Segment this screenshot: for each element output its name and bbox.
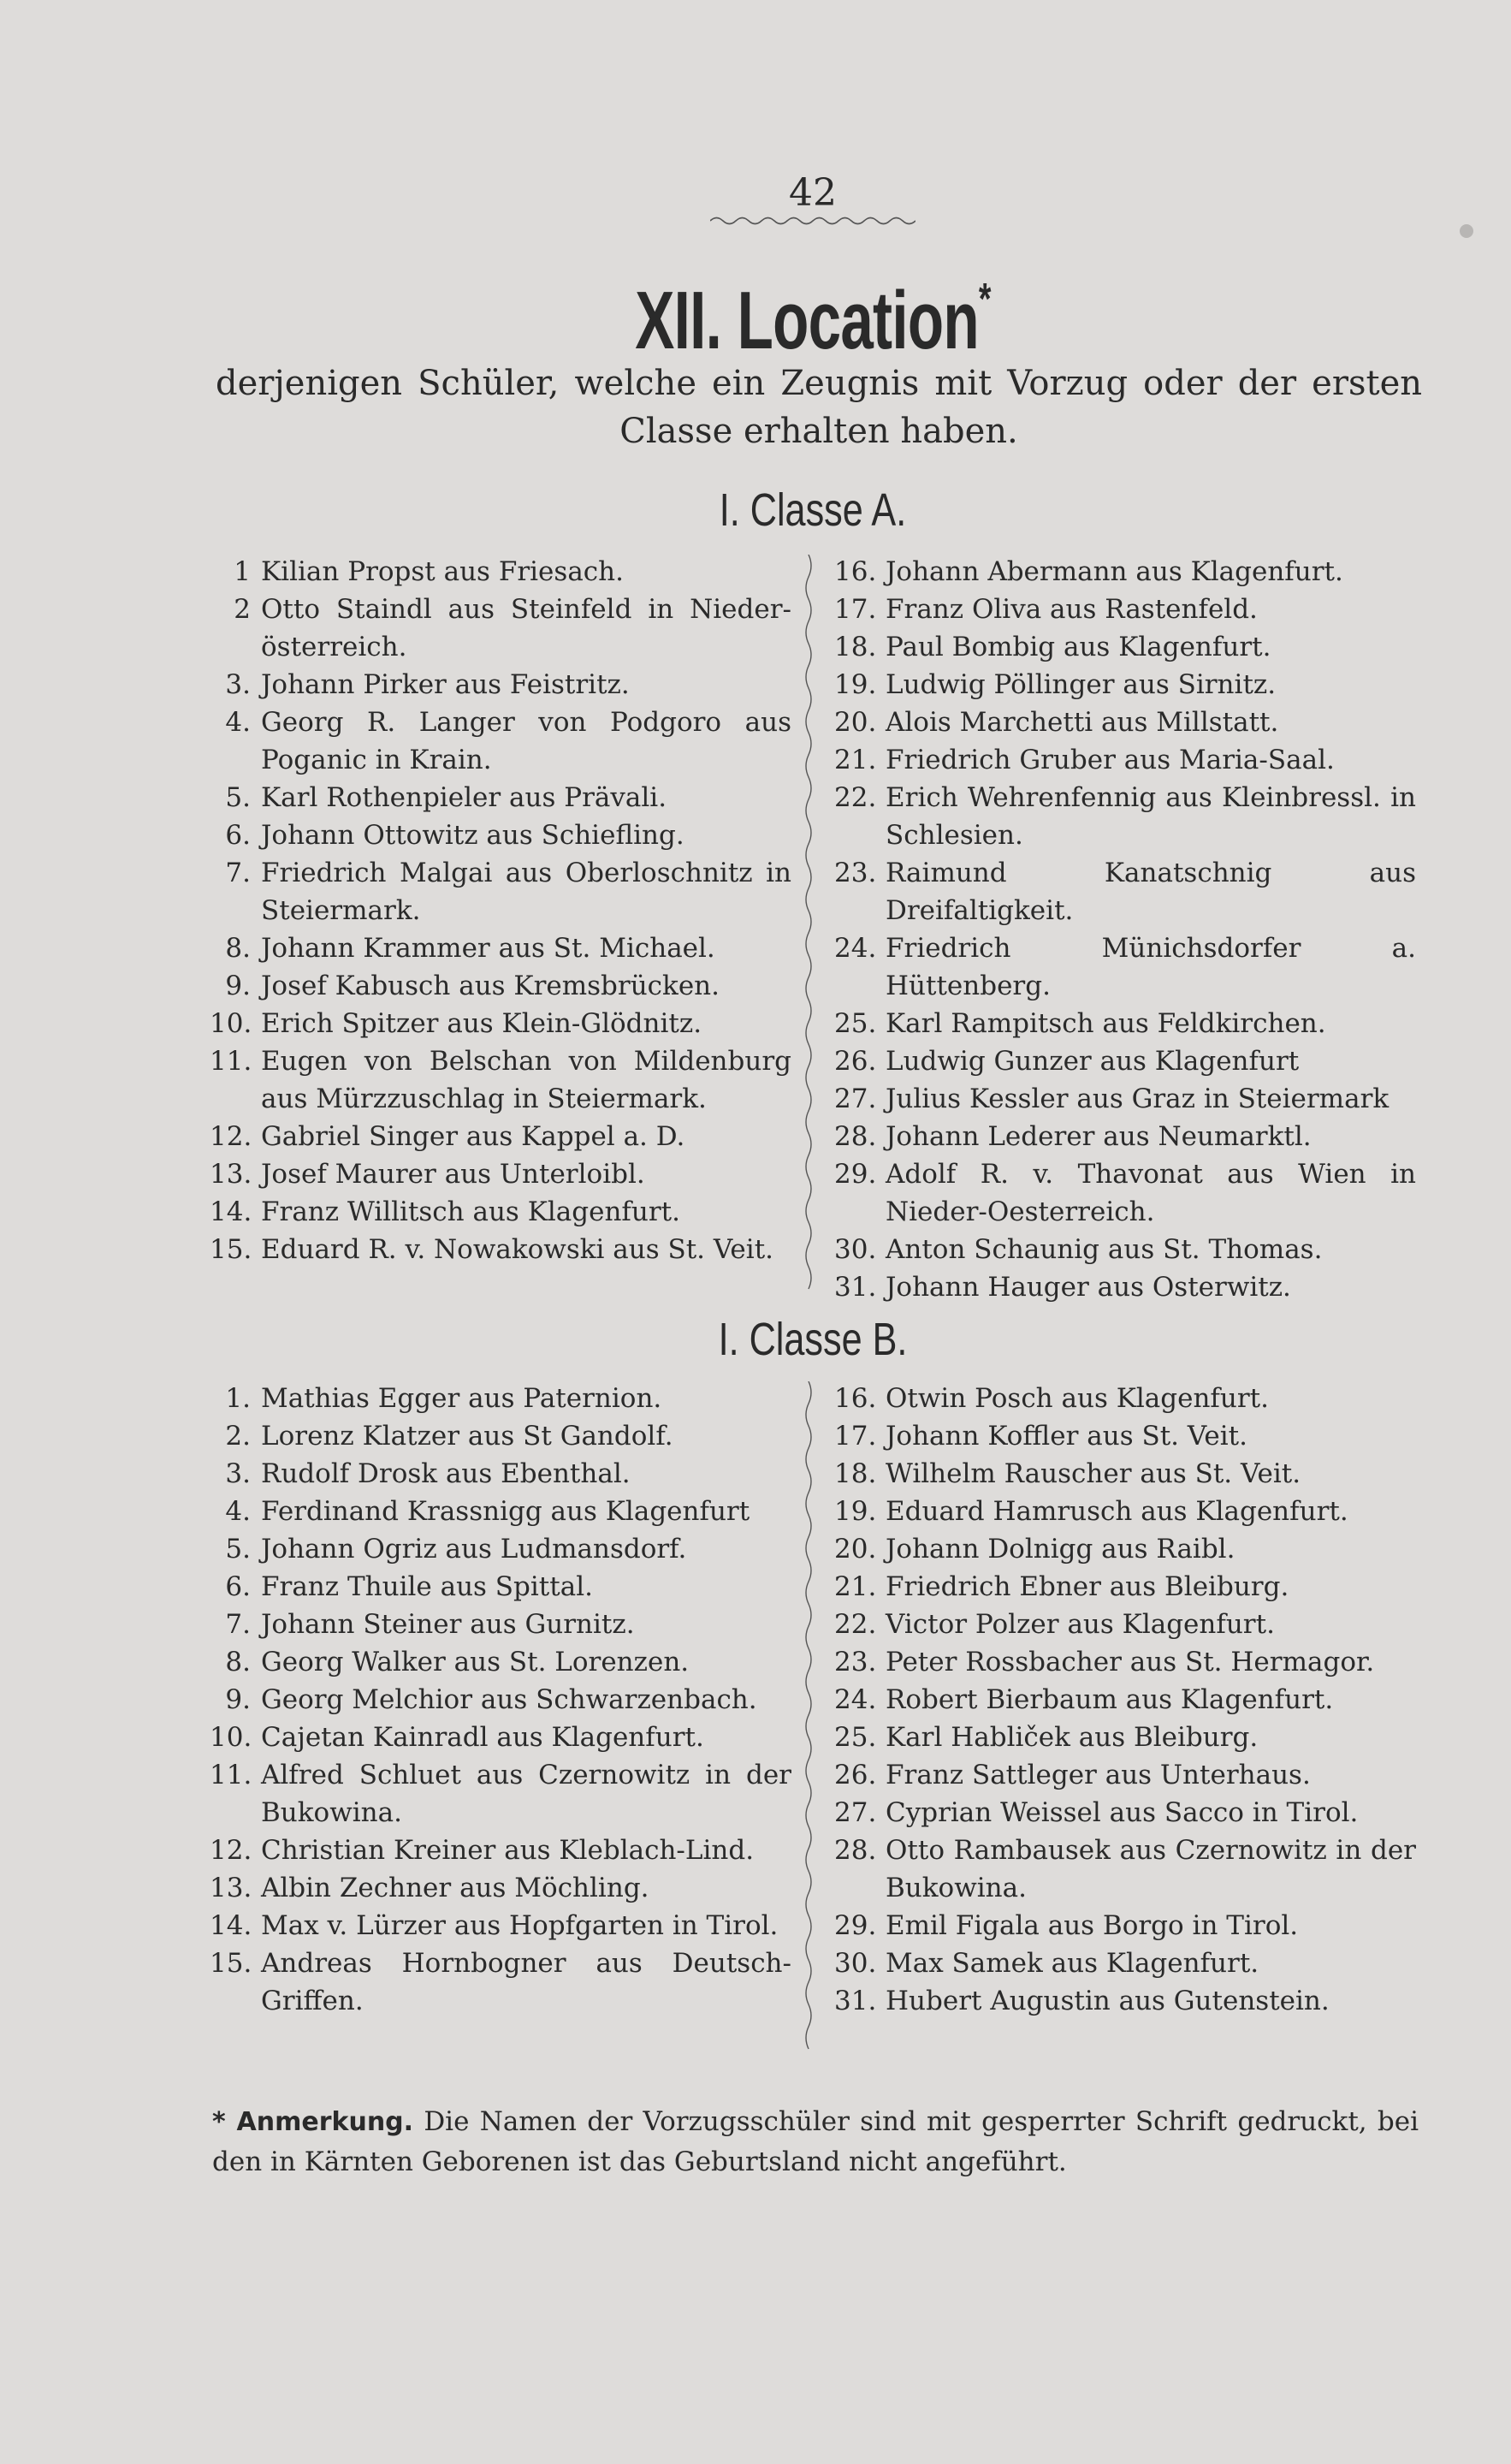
page-title [228, 274, 1398, 368]
list-item [210, 929, 791, 967]
list-item-text: Georg R. Langer von Podgoro aus Poganic in Krain. [261, 707, 791, 775]
footnote-label: * Anmerkung. [212, 2107, 414, 2137]
list-item-text: Josef Maurer aus Unterloibl. [261, 1159, 645, 1190]
list-item-text: Cyprian Weissel aus Sacco in Tirol. [886, 1797, 1359, 1828]
list-item [834, 1417, 1416, 1455]
list-item-text: Franz Thuile aus Spittal. [261, 1571, 593, 1602]
list-item-number: 28. [834, 1121, 877, 1152]
list-item-text: Eduard R. v. Nowakowski aus St. Veit. [261, 1234, 774, 1265]
list-item-number: 9. [225, 1684, 251, 1715]
list-item-number: 17. [834, 1421, 877, 1452]
list-item [834, 779, 1416, 854]
list-item [210, 1417, 791, 1455]
list-item-number: 13. [210, 1873, 252, 1903]
list-item [210, 1193, 791, 1231]
list-item-number: 23. [834, 858, 877, 888]
list-item [210, 591, 791, 666]
list-item-number: 18. [834, 1458, 877, 1489]
list-item-number: 1 [234, 556, 251, 587]
list-item-text: Johann Ogriz aus Ludmansdorf. [261, 1534, 687, 1564]
list-item-text: Friedrich Münichsdorfer a. Hüttenberg. [886, 933, 1416, 1001]
list-item [834, 666, 1416, 704]
list-item-number: 11. [210, 1046, 252, 1077]
list-item [210, 1719, 791, 1756]
list-item-text: Otto Staindl aus Steinfeld in Nieder-österreich. [261, 594, 791, 662]
list-item-number: 8. [225, 933, 251, 964]
list-item-text: Mathias Egger aus Paternion. [261, 1383, 662, 1414]
list-item-text: Karl Rampitsch aus Feldkirchen. [886, 1008, 1326, 1039]
list-item [834, 1118, 1416, 1155]
list-item-text: Julius Kessler aus Graz in Steiermark [886, 1084, 1390, 1114]
list-item [210, 1832, 791, 1869]
list-item-number: 26. [834, 1760, 877, 1790]
list-item-text: Erich Wehrenfennig aus Kleinbressl. in Schlesien. [886, 782, 1416, 851]
list-item-number: 28. [834, 1835, 877, 1866]
list-item-number: 17. [834, 594, 877, 625]
list-item-number: 22. [834, 782, 877, 813]
list-item [210, 1681, 791, 1719]
list-item-text: Franz Sattleger aus Unterhaus. [886, 1760, 1311, 1790]
list-item [210, 1530, 791, 1568]
list-item-number: 15. [210, 1234, 252, 1265]
list-item-text: Johann Koffler aus St. Veit. [886, 1421, 1247, 1452]
list-item-text: Franz Oliva aus Rastenfeld. [886, 594, 1258, 625]
list-item-number: 30. [834, 1948, 877, 1979]
list-item-number: 15. [210, 1948, 252, 1979]
list-item-text: Karl Rothenpieler aus Prävali. [261, 782, 667, 813]
list-item [210, 1118, 791, 1155]
list-item-number: 1. [225, 1383, 251, 1414]
list-item-text: Johann Pirker aus Feistritz. [261, 669, 630, 700]
list-item [210, 1155, 791, 1193]
ornament-rule [710, 214, 915, 228]
list-item [834, 1794, 1416, 1832]
list-item-text: Johann Dolnigg aus Raibl. [886, 1534, 1235, 1564]
list-item [210, 1005, 791, 1042]
list-item-text: Johann Steiner aus Gurnitz. [261, 1609, 635, 1640]
list-item-number: 16. [834, 556, 877, 587]
list-item-text: Georg Melchior aus Schwarzenbach. [261, 1684, 757, 1715]
list-item-text: Albin Zechner aus Möchling. [261, 1873, 649, 1903]
list-item-number: 4. [225, 1496, 251, 1527]
list-item [834, 854, 1416, 929]
list-item [210, 1568, 791, 1606]
list-item-number: 4. [225, 707, 251, 738]
list-item-text: Friedrich Malgai aus Oberloschnitz in Steiermark. [261, 858, 791, 926]
list-item-text: Johann Ottowitz aus Schiefling. [261, 820, 684, 851]
list-item [210, 1042, 791, 1118]
list-item-number: 6. [225, 1571, 251, 1602]
list-item [834, 1530, 1416, 1568]
list-item-text: Eugen von Belschan von Mildenburg aus Mürzzuschlag in Steiermark. [261, 1046, 791, 1114]
list-item [834, 741, 1416, 779]
list-item-text: Ludwig Pöllinger aus Sirnitz. [886, 669, 1277, 700]
list-item-number: 5. [225, 782, 251, 813]
list-item [210, 1455, 791, 1493]
list-item-text: Paul Bombig aus Klagenfurt. [886, 632, 1271, 662]
list-item-text: Johann Hauger aus Osterwitz. [886, 1272, 1291, 1303]
list-item-number: 20. [834, 1534, 877, 1564]
list-item-text: Josef Kabusch aus Kremsbrücken. [261, 971, 720, 1001]
list-item [834, 1756, 1416, 1794]
list-item-number: 8. [225, 1647, 251, 1677]
list-item [834, 1944, 1416, 1982]
list-item-text: Max Samek aus Klagenfurt. [886, 1948, 1259, 1979]
list-item-number: 12. [210, 1835, 252, 1866]
list-item-number: 6. [225, 820, 251, 851]
list-item [834, 1719, 1416, 1756]
list-item-number: 3. [225, 669, 251, 700]
list-item-text: Otwin Posch aus Klagenfurt. [886, 1383, 1269, 1414]
list-item-text: Karl Habliček aus Bleiburg. [886, 1722, 1259, 1753]
list-item-number: 24. [834, 933, 877, 964]
list-item-number: 21. [834, 745, 877, 775]
footnote-text: Die Namen der Vorzugsschüler sind mit gesperrter Schrift gedruckt, bei den in Kärnten Geborenen ist das Geburtsland nicht angeführt. [212, 2106, 1419, 2177]
list-item-text: Ferdinand Krassnigg aus Klagenfurt [261, 1496, 750, 1527]
classe-a-right-column [834, 553, 1416, 1306]
list-item [834, 1155, 1416, 1231]
list-item [834, 1493, 1416, 1530]
list-item-number: 26. [834, 1046, 877, 1077]
list-item [834, 591, 1416, 628]
list-item-number: 22. [834, 1609, 877, 1640]
list-item [210, 1907, 791, 1944]
list-item [834, 1455, 1416, 1493]
list-item-text: Johann Abermann aus Klagenfurt. [886, 556, 1343, 587]
list-item-text: Franz Willitsch aus Klagenfurt. [261, 1196, 680, 1227]
list-item [834, 553, 1416, 591]
list-item-text: Andreas Hornbogner aus Deutsch-Griffen. [261, 1948, 791, 2016]
list-item [834, 929, 1416, 1005]
list-item-text: Max v. Lürzer aus Hopfgarten in Tirol. [261, 1910, 779, 1941]
list-item [834, 1907, 1416, 1944]
list-item-number: 14. [210, 1910, 252, 1941]
list-item-number: 10. [210, 1722, 252, 1753]
list-item-number: 5. [225, 1534, 251, 1564]
list-item-number: 31. [834, 1272, 877, 1303]
footnote [212, 2102, 1419, 2182]
list-item [834, 1080, 1416, 1118]
list-item-text: Lorenz Klatzer aus St Gandolf. [261, 1421, 673, 1452]
list-item [210, 779, 791, 816]
list-item-text: Johann Krammer aus St. Michael. [261, 933, 715, 964]
list-item [834, 1380, 1416, 1417]
list-item-number: 31. [834, 1986, 877, 2016]
list-item [210, 1869, 791, 1907]
list-item-number: 2 [234, 594, 251, 625]
list-item-text: Georg Walker aus St. Lorenzen. [261, 1647, 690, 1677]
list-item-number: 3. [225, 1458, 251, 1489]
list-item-number: 9. [225, 971, 251, 1001]
list-item-text: Emil Figala aus Borgo in Tirol. [886, 1910, 1299, 1941]
list-item-number: 12. [210, 1121, 252, 1152]
list-item [210, 854, 791, 929]
list-item-number: 13. [210, 1159, 252, 1190]
list-item-number: 2. [225, 1421, 251, 1452]
list-item-text: Peter Rossbacher aus St. Hermagor. [886, 1647, 1375, 1677]
list-item [834, 1042, 1416, 1080]
list-item-text: Raimund Kanatschnig aus Dreifaltigkeit. [886, 858, 1416, 926]
list-item-number: 19. [834, 669, 877, 700]
list-item-text: Ludwig Gunzer aus Klagenfurt [886, 1046, 1300, 1077]
list-item-text: Alfred Schluet aus Czernowitz in der Bukowina. [261, 1760, 791, 1828]
list-item [210, 1643, 791, 1681]
page-number: 42 [789, 171, 837, 215]
list-item-text: Kilian Propst aus Friesach. [261, 556, 624, 587]
list-item-text: Eduard Hamrusch aus Klagenfurt. [886, 1496, 1348, 1527]
list-item [834, 1681, 1416, 1719]
list-item-text: Cajetan Kainradl aus Klagenfurt. [261, 1722, 704, 1753]
section-heading-classe-b: I. Classe B. [718, 1314, 908, 1365]
list-item [210, 967, 791, 1005]
classe-b-left-column [210, 1380, 791, 2020]
list-item-text: Rudolf Drosk aus Ebenthal. [261, 1458, 631, 1489]
list-item [210, 1606, 791, 1643]
list-item [834, 704, 1416, 741]
page-subtitle: derjenigen Schüler, welche ein Zeugnis mit Vorzug oder der ersten Classe erhalten haben. [216, 364, 1422, 451]
list-item-number: 16. [834, 1383, 877, 1414]
list-item-text: Christian Kreiner aus Kleblach-Lind. [261, 1835, 755, 1866]
list-item-text: Wilhelm Rauscher aus St. Veit. [886, 1458, 1301, 1489]
list-item-number: 27. [834, 1797, 877, 1828]
list-item [210, 666, 791, 704]
list-item [210, 704, 791, 779]
title-mark: * [978, 275, 991, 324]
list-item-number: 25. [834, 1008, 877, 1039]
paper-stain [1460, 224, 1473, 238]
list-item-text: Friedrich Gruber aus Maria-Saal. [886, 745, 1335, 775]
list-item-text: Alois Marchetti aus Millstatt. [886, 707, 1279, 738]
column-divider-a [800, 555, 817, 1291]
list-item-text: Gabriel Singer aus Kappel a. D. [261, 1121, 685, 1152]
list-item-number: 23. [834, 1647, 877, 1677]
list-item-number: 21. [834, 1571, 877, 1602]
list-item-number: 24. [834, 1684, 877, 1715]
list-item-number: 19. [834, 1496, 877, 1527]
list-item-number: 18. [834, 632, 877, 662]
column-divider-b [800, 1381, 817, 2057]
list-item [210, 1380, 791, 1417]
list-item-text: Robert Bierbaum aus Klagenfurt. [886, 1684, 1334, 1715]
list-item [834, 1005, 1416, 1042]
list-item-number: 29. [834, 1910, 877, 1941]
list-item-number: 7. [225, 1609, 251, 1640]
list-item-number: 27. [834, 1084, 877, 1114]
list-item [834, 1832, 1416, 1907]
list-item [834, 628, 1416, 666]
title-text: XII. Location [635, 275, 979, 366]
list-item [834, 1643, 1416, 1681]
list-item [210, 1493, 791, 1530]
list-item-text: Adolf R. v. Thavonat aus Wien in Nieder-Oesterreich. [886, 1159, 1416, 1227]
list-item [210, 1944, 791, 2020]
list-item-text: Friedrich Ebner aus Bleiburg. [886, 1571, 1289, 1602]
classe-b-right-column [834, 1380, 1416, 2020]
list-item-text: Victor Polzer aus Klagenfurt. [886, 1609, 1275, 1640]
list-item-number: 10. [210, 1008, 252, 1039]
list-item [834, 1606, 1416, 1643]
list-item-number: 29. [834, 1159, 877, 1190]
list-item-number: 30. [834, 1234, 877, 1265]
list-item-number: 14. [210, 1196, 252, 1227]
list-item-number: 20. [834, 707, 877, 738]
list-item-text: Erich Spitzer aus Klein-Glödnitz. [261, 1008, 702, 1039]
list-item-number: 25. [834, 1722, 877, 1753]
list-item [834, 1982, 1416, 2020]
list-item [210, 1756, 791, 1832]
list-item-text: Johann Lederer aus Neumarktl. [886, 1121, 1312, 1152]
list-item-text: Otto Rambausek aus Czernowitz in der Bukowina. [886, 1835, 1416, 1903]
list-item [210, 1231, 791, 1268]
list-item-text: Hubert Augustin aus Gutenstein. [886, 1986, 1330, 2016]
classe-a-left-column [210, 553, 791, 1268]
list-item-text: Anton Schaunig aus St. Thomas. [886, 1234, 1323, 1265]
section-heading-classe-a: I. Classe A. [719, 484, 907, 536]
list-item [834, 1568, 1416, 1606]
list-item [834, 1231, 1416, 1268]
list-item-number: 7. [225, 858, 251, 888]
list-item-number: 11. [210, 1760, 252, 1790]
list-item [210, 553, 791, 591]
list-item [210, 816, 791, 854]
list-item [834, 1268, 1416, 1306]
